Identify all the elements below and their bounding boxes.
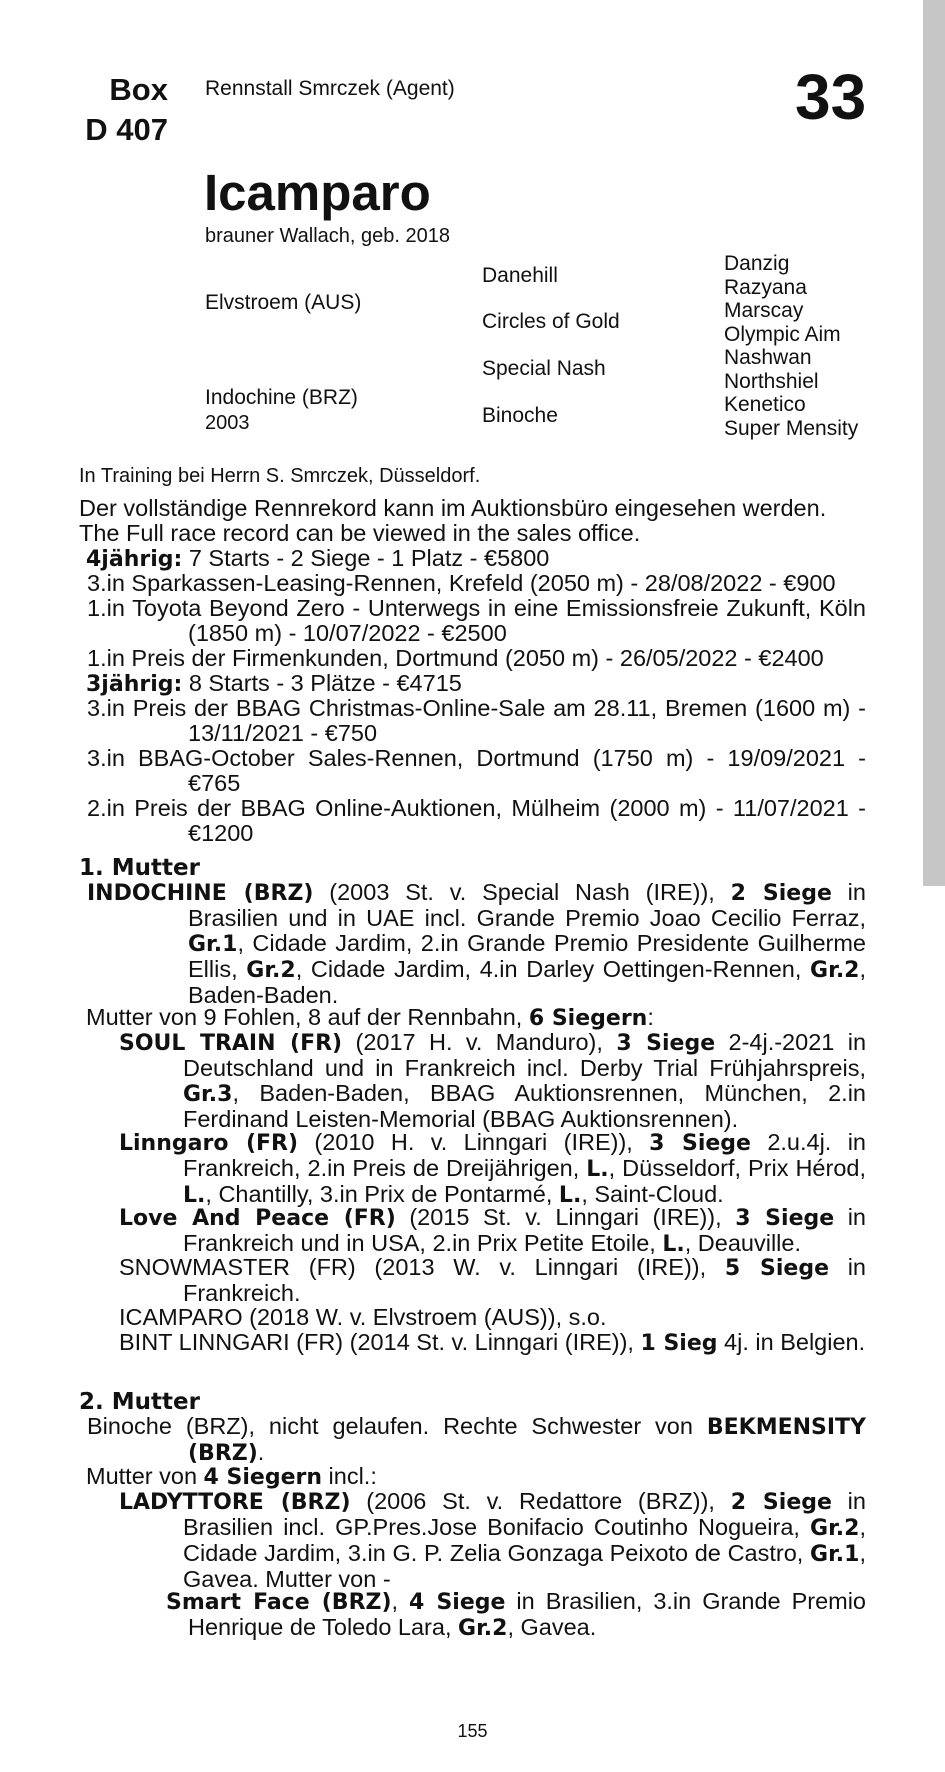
- foal-entry-linngaro: Linngaro (FR) (2010 H. v. Linngari (IRE)), 3 Siege 2.u.4j. in Frankreich, 2.in Preis de Dreijährigen, L., Düsseldorf, Prix Hérod, L., Chantilly, 3.in Prix de Pontarmé, L., Saint-Cloud.: [119, 1129, 866, 1208]
- pedigree-great-grandparent: Super Mensity: [724, 417, 859, 440]
- pedigree-great-grandparent: Nashwan: [724, 346, 812, 369]
- race-entry: 2.in Preis der BBAG Online-Auktionen, Mülheim (2000 m) - 11/07/2021 - €1200: [87, 795, 866, 846]
- pedigree-dam: Indochine (BRZ): [205, 386, 358, 409]
- foal-entry-snowmaster: SNOWMASTER (FR) (2013 W. v. Linngari (IRE)), 5 Siege in Frankreich.: [119, 1254, 867, 1306]
- pedigree-grandparent: Special Nash: [482, 357, 606, 380]
- pedigree-grandparent: Circles of Gold: [482, 310, 620, 333]
- age3-label: 3jährig:: [86, 672, 183, 697]
- pedigree-great-grandparent: Kenetico: [724, 393, 806, 416]
- foal-entry-love-and-peace: Love And Peace (FR) (2015 St. v. Linngari (IRE)), 3 Siege in Frankreich und in USA, 2.in Prix Petite Etoile, L., Deauville.: [119, 1204, 867, 1257]
- box-number: D 407: [85, 112, 168, 147]
- race-record-age3: [86, 671, 462, 697]
- record-note-de: Der vollständige Rennrekord kann im Auktionsbüro eingesehen werden.: [79, 495, 827, 521]
- box-label-line1: Box: [109, 72, 168, 107]
- record-note-en: The Full race record can be viewed in the sales office.: [79, 520, 641, 546]
- first-dam-heading: 1. Mutter: [79, 855, 200, 881]
- pedigree-great-grandparent: Northshiel: [724, 370, 819, 393]
- race-entry: 3.in Sparkassen-Leasing-Rennen, Krefeld (2050 m) - 28/08/2022 - €900: [87, 570, 836, 596]
- pedigree-great-grandparent: Olympic Aim: [724, 323, 841, 346]
- box-label: [60, 70, 168, 150]
- first-dam-entry: INDOCHINE (BRZ) (2003 St. v. Special Nash (IRE)), 2 Siege in Brasilien und in UAE incl. Grande Premio Joao Cecilio Ferraz, Gr.1, Cidade Jardim, 2.in Grande Premio Presidente Guilherme Ellis, Gr.2, Cidade Jardim, 4.in Darley Oettingen-Rennen, Gr.2, Baden-Baden.: [87, 879, 867, 1008]
- foal-entry-smart-face: Smart Face (BRZ), 4 Siege in Brasilien, 3.in Grande Premio Henrique de Toledo Lara, Gr.2, Gavea.: [166, 1588, 867, 1641]
- pedigree-grandparent: Danehill: [482, 264, 558, 287]
- pedigree-dam-year: 2003: [205, 412, 250, 434]
- horse-description: brauner Wallach, geb. 2018: [205, 225, 450, 247]
- race-entry: 1.in Preis der Firmenkunden, Dortmund (2050 m) - 26/05/2022 - €2400: [87, 645, 824, 671]
- foal-entry-bint-linngari: BINT LINNGARI (FR) (2014 St. v. Linngari (IRE)), 1 Sieg 4j. in Belgien.: [119, 1329, 866, 1356]
- dam-name: INDOCHINE (BRZ): [87, 881, 314, 906]
- age3-summary: 8 Starts - 3 Plätze - €4715: [182, 670, 462, 696]
- foal-entry-ladyttore: LADYTTORE (BRZ) (2006 St. v. Redattore (BRZ)), 2 Siege in Brasilien incl. GP.Pres.Jose Bonifacio Coutinho Nogueira, Gr.2, Cidade Jardim, 3.in G. P. Zelia Gonzaga Peixoto de Castro, Gr.1, Gavea. Mutter von -: [119, 1488, 866, 1592]
- second-dam-produce: Mutter von 4 Siegern incl.:: [86, 1463, 377, 1490]
- pedigree-great-grandparent: Marscay: [724, 299, 804, 322]
- age4-summary: 7 Starts - 2 Siege - 1 Platz - €5800: [182, 545, 550, 571]
- foal-entry-icamparo: ICAMPARO (2018 W. v. Elvstroem (AUS)), s.o.: [119, 1304, 607, 1330]
- pedigree-grandparent: Binoche: [482, 404, 558, 427]
- second-dam-heading: 2. Mutter: [79, 1389, 200, 1415]
- consignor: Rennstall Smrczek (Agent): [205, 77, 455, 100]
- page-number: 155: [457, 1721, 488, 1741]
- race-record-age4: [86, 546, 549, 572]
- race-entry: 3.in Preis der BBAG Christmas-Online-Sale am 28.11, Bremen (1600 m) - 13/11/2021 - €750: [87, 695, 866, 746]
- first-dam-produce: Mutter von 9 Fohlen, 8 auf der Rennbahn, 6 Siegern:: [86, 1004, 654, 1031]
- age4-label: 4jährig:: [86, 547, 183, 572]
- horse-name: Icamparo: [204, 164, 431, 221]
- lot-number: 33: [795, 61, 867, 133]
- scrollbar[interactable]: [923, 0, 945, 886]
- pedigree-sire: Elvstroem (AUS): [205, 291, 362, 314]
- foal-entry-soul-train: SOUL TRAIN (FR) (2017 H. v. Manduro), 3 Siege 2-4j.-2021 in Deutschland und in Frankreich incl. Derby Trial Frühjahrspreis, Gr.3, Baden-Baden, BBAG Auktionsrennen, München, 2.in Ferdinand Leisten-Memorial (BBAG Auktionsrennen).: [119, 1029, 867, 1132]
- race-entry: 3.in BBAG-October Sales-Rennen, Dortmund (1750 m) - 19/09/2021 - €765: [87, 745, 866, 796]
- pedigree-great-grandparent: Danzig: [724, 252, 790, 275]
- training-note: In Training bei Herrn S. Smrczek, Düsseldorf.: [79, 465, 481, 487]
- second-dam-entry: Binoche (BRZ), nicht gelaufen. Rechte Schwester von BEKMENSITY (BRZ).: [87, 1413, 866, 1466]
- pedigree-great-grandparent: Razyana: [724, 276, 807, 299]
- race-entry: 1.in Toyota Beyond Zero - Unterwegs in eine Emissionsfreie Zukunft, Köln (1850 m) - 10/07/2022 - €2500: [87, 595, 866, 646]
